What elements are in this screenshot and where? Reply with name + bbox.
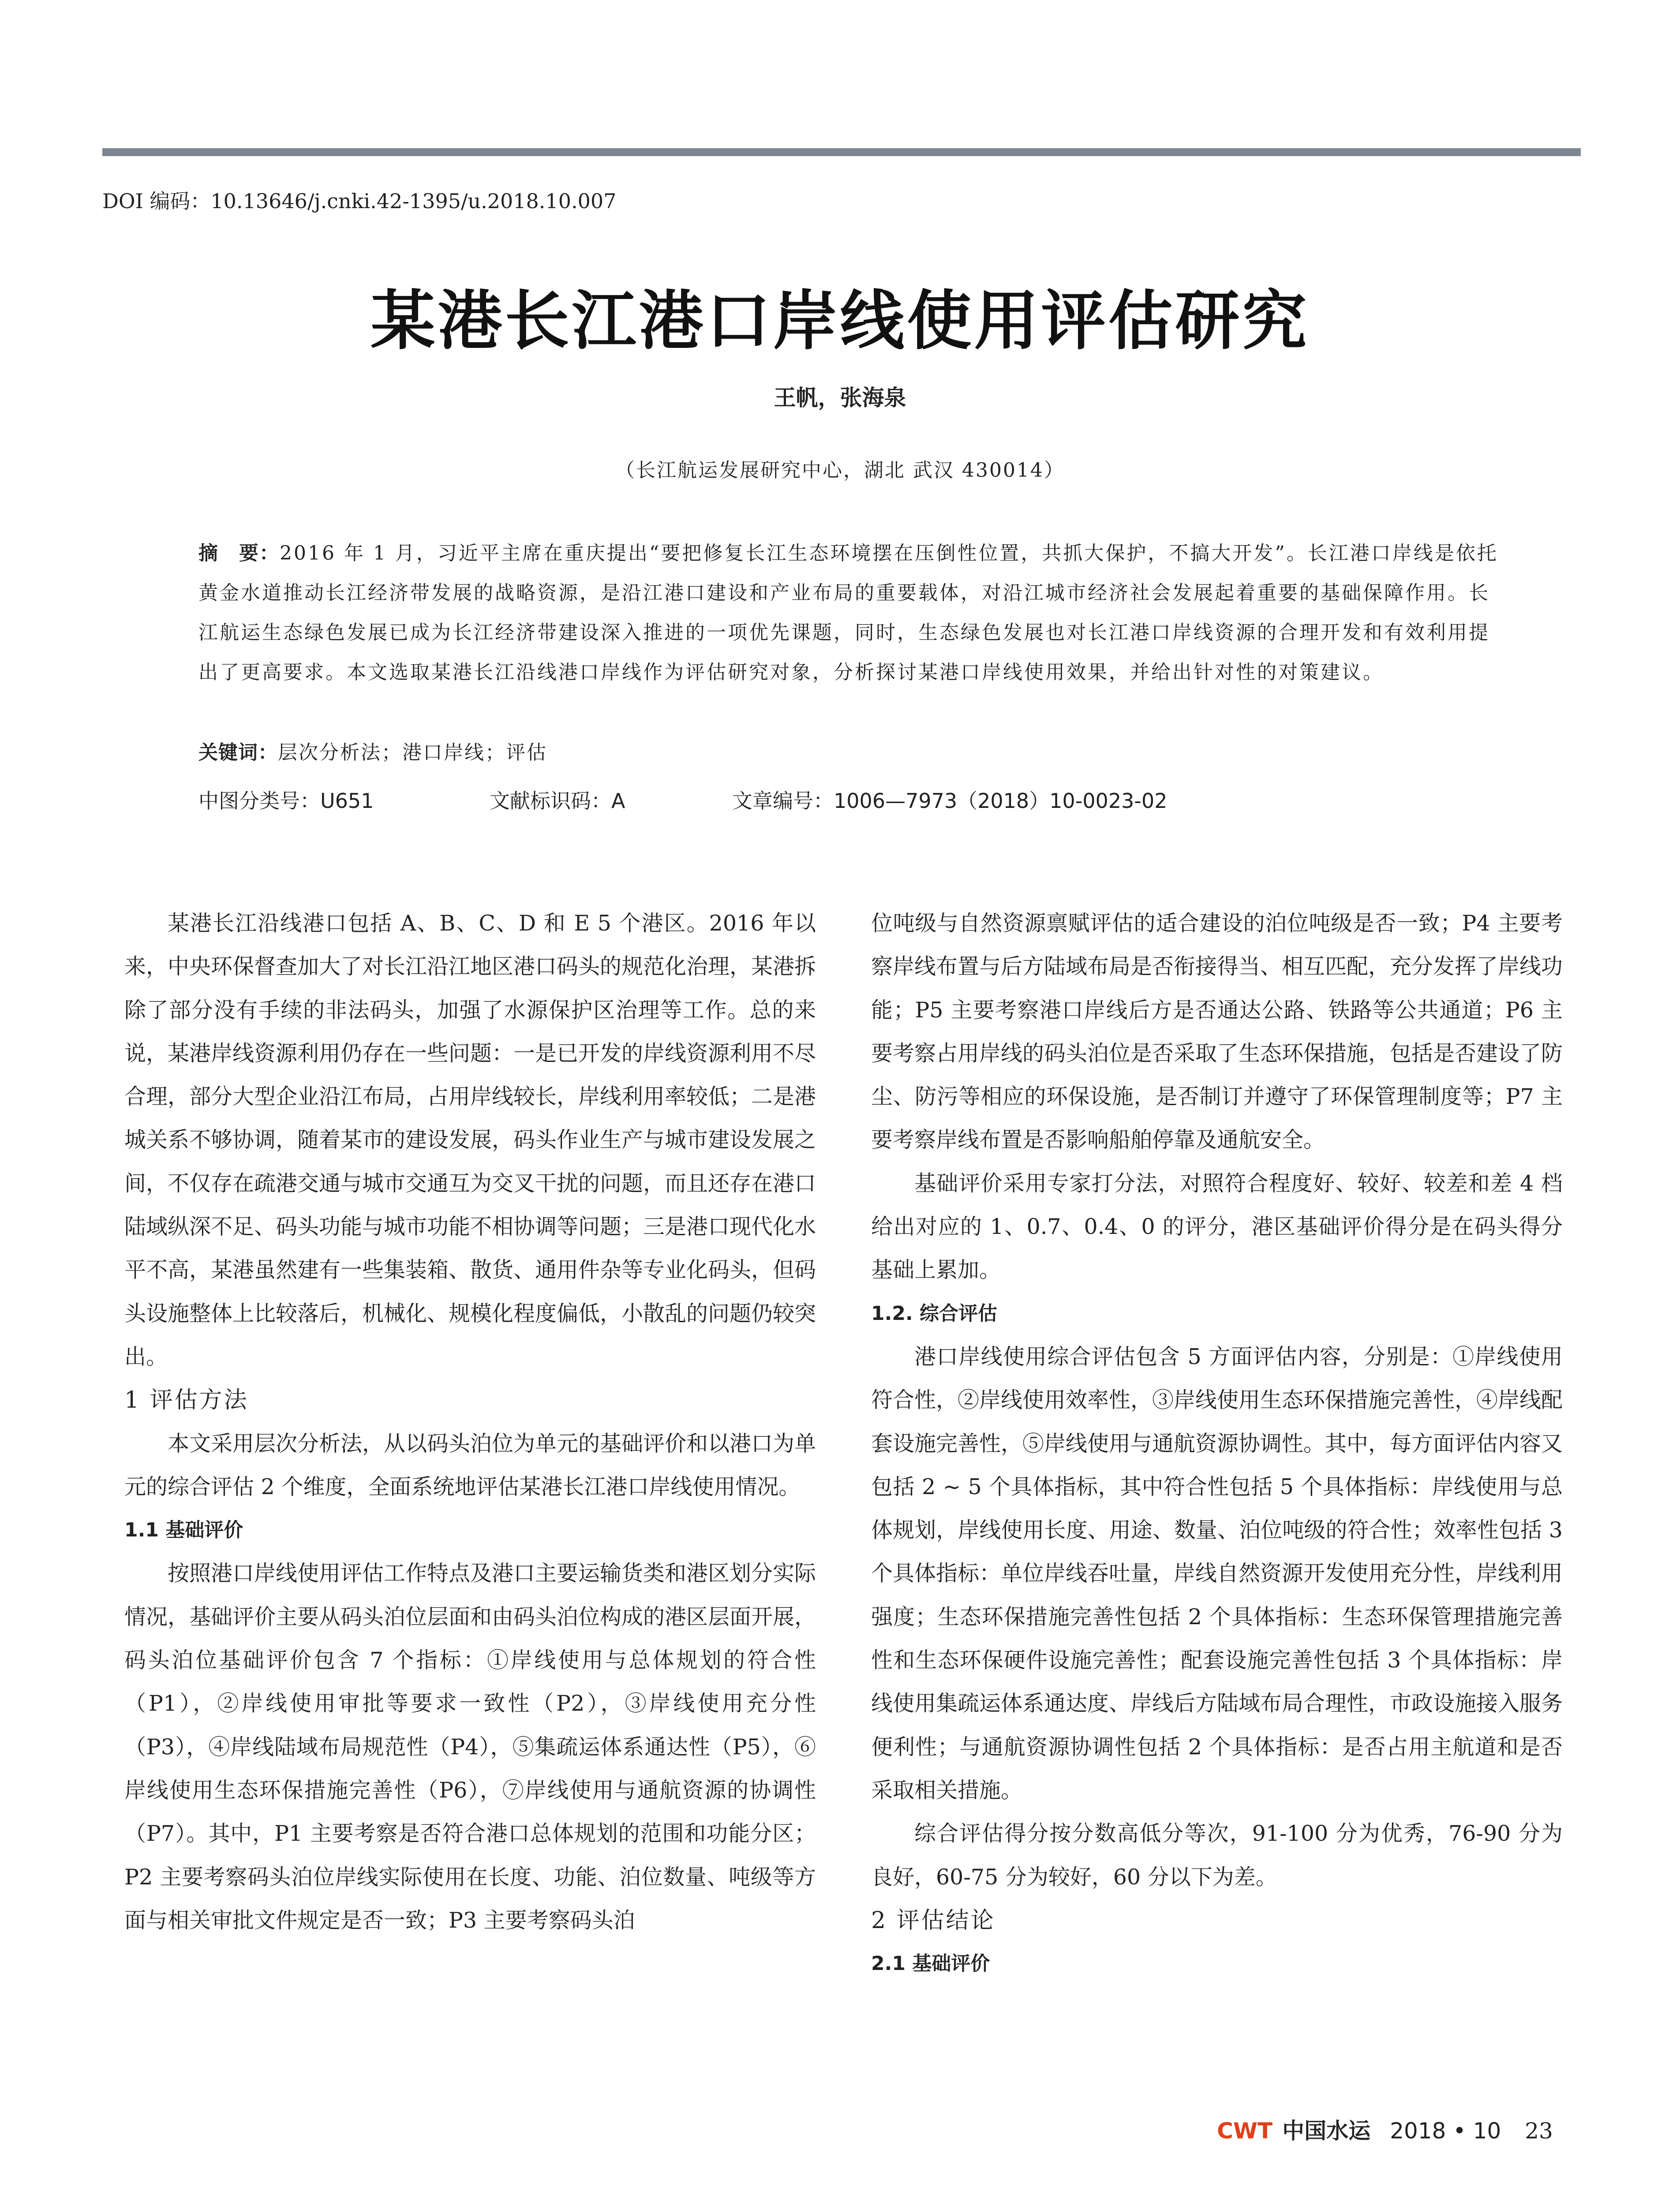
keywords-text: 层次分析法；港口岸线；评估 bbox=[278, 741, 547, 764]
page-number: 23 bbox=[1525, 2118, 1553, 2144]
keywords-label: 关键词： bbox=[198, 741, 278, 764]
body-column-left bbox=[124, 902, 816, 1942]
body-paragraph: 港口岸线使用综合评估包含 5 方面评估内容，分别是：①岸线使用符合性，②岸线使用效率性，③岸线使用生态环保措施完善性，④岸线配套设施完善性，⑤岸线使用与通航资源协调性。其中，每方面评估内容又包括 2 ~ 5 个具体指标，其中符合性包括 5 个具体指标：岸线使用与总体规划，岸线使用长度、用途、数量、泊位吨级的符合性；效率性包括 3 个具体指标：单位岸线吞吐量，岸线自然资源开发使用充分性，岸线利用强度；生态环保措施完善性包括 2 个具体指标：生态环保管理措施完善性和生态环保硬件设施完善性；配套设施完善性包括 3 个具体指标：岸线使用集疏运体系通达度、岸线后方陆域布局合理性，市政设施接入服务便利性；与通航资源协调性包括 2 个具体指标：是否占用主航道和是否采取相关措施。 bbox=[871, 1344, 1563, 1803]
abstract-text: 2016 年 1 月，习近平主席在重庆提出“要把修复长江生态环境摆在压倒性位置，共抓大保护，不搞大开发”。长江港口岸线是依托黄金水道推动长江经济带发展的战略资源，是沿江港口建设和产业布局的重要载体，对沿江城市经济社会发展起着重要的基础保障作用。长江航运生态绿色发展已成为长江经济带建设深入推进的一项优先课题，同时，生态绿色发展也对长江港口岸线资源的合理开发和有效利用提出了更高要求。本文选取某港长江沿线港口岸线作为评估研究对象，分析探讨某港口岸线使用效果，并给出针对性的对策建议。 bbox=[198, 542, 1498, 684]
abstract-label: 摘 要： bbox=[198, 542, 280, 564]
body-column-right bbox=[871, 902, 1563, 1985]
affiliation: （长江航运发展研究中心，湖北 武汉 430014） bbox=[615, 459, 1065, 482]
page-footer bbox=[1217, 2113, 1553, 2145]
body-paragraph: 本文采用层次分析法，从以码头泊位为单元的基础评价和以港口为单元的综合评估 2 个维度，全面系统地评估某港长江港口岸线使用情况。 bbox=[124, 1431, 816, 1499]
keywords bbox=[198, 736, 547, 765]
paper-title: 某港长江港口岸线使用评估研究 bbox=[370, 283, 1310, 359]
section-heading: 1 评估方法 bbox=[124, 1387, 249, 1414]
brand-logo: CWT bbox=[1217, 2118, 1273, 2144]
subsection-heading: 1.1 基础评价 bbox=[124, 1519, 243, 1542]
body-paragraph: 基础评价采用专家打分法，对照符合程度好、较好、较差和差 4 档给出对应的 1、0.7、0.4、0 的评分，港区基础评价得分是在码头得分基础上累加。 bbox=[871, 1170, 1563, 1283]
authors: 王帆，张海泉 bbox=[774, 385, 906, 411]
header-rule bbox=[102, 148, 1581, 156]
section-heading: 2 评估结论 bbox=[871, 1907, 995, 1934]
journal-name: 中国水运 bbox=[1282, 2118, 1371, 2144]
article-number: 文章编号：1006—7973（2018）10-0023-02 bbox=[732, 789, 1167, 813]
issue-number: 2018 • 10 bbox=[1390, 2118, 1501, 2144]
abstract bbox=[198, 534, 1504, 692]
body-paragraph: 位吨级与自然资源禀赋评估的适合建设的泊位吨级是否一致；P4 主要考察岸线布置与后方陆域布局是否衔接得当、相互匹配，充分发挥了岸线功能；P5 主要考察港口岸线后方是否通达公路、铁路等公共通道；P6 主要考察占用岸线的码头泊位是否采取了生态环保措施，包括是否建设了防尘、防污等相应的环保设施，是否制订并遵守了环保管理制度等；P7 主要考察岸线布置是否影响船舶停靠及通航安全。 bbox=[871, 911, 1563, 1153]
doi-line: DOI 编码：10.13646/j.cnki.42-1395/u.2018.10.007 bbox=[102, 189, 617, 213]
clc-number: 中图分类号：U651 bbox=[198, 789, 374, 813]
body-paragraph: 某港长江沿线港口包括 A、B、C、D 和 E 5 个港区。2016 年以来，中央环保督查加大了对长江沿江地区港口码头的规范化治理，某港拆除了部分没有手续的非法码头，加强了水源保护区治理等工作。总的来说，某港岸线资源利用仍存在一些问题：一是已开发的岸线资源利用不尽合理，部分大型企业沿江布局，占用岸线较长，岸线利用率较低；二是港城关系不够协调，随着某市的建设发展，码头作业生产与城市建设发展之间，不仅存在疏港交通与城市交通互为交叉干扰的问题，而且还存在港口陆域纵深不足、码头功能与城市功能不相协调等问题；三是港口现代化水平不高，某港虽然建有一些集装箱、散货、通用件杂等专业化码头，但码头设施整体上比较落后，机械化、规模化程度偏低，小散乱的问题仍较突出。 bbox=[124, 911, 816, 1369]
body-paragraph: 综合评估得分按分数高低分等次，91-100 分为优秀，76-90 分为良好，60-75 分为较好，60 分以下为差。 bbox=[871, 1821, 1563, 1890]
document-code: 文献标识码：A bbox=[490, 789, 625, 813]
body-paragraph: 按照港口岸线使用评估工作特点及港口主要运输货类和港区划分实际情况，基础评价主要从码头泊位层面和由码头泊位构成的港区层面开展，码头泊位基础评价包含 7 个指标：①岸线使用与总体规划的符合性（P1），②岸线使用审批等要求一致性（P2），③岸线使用充分性（P3），④岸线陆域布局规范性（P4），⑤集疏运体系通达性（P5），⑥岸线使用生态环保措施完善性（P6），⑦岸线使用与通航资源的协调性（P7）。其中，P1 主要考察是否符合港口总体规划的范围和功能分区；P2 主要考察码头泊位岸线实际使用在长度、功能、泊位数量、吨级等方面与相关审批文件规定是否一致；P3 主要考察码头泊 bbox=[124, 1561, 816, 1933]
subsection-heading: 1.2. 综合评估 bbox=[871, 1302, 997, 1325]
subsection-heading: 2.1 基础评价 bbox=[871, 1952, 990, 1975]
